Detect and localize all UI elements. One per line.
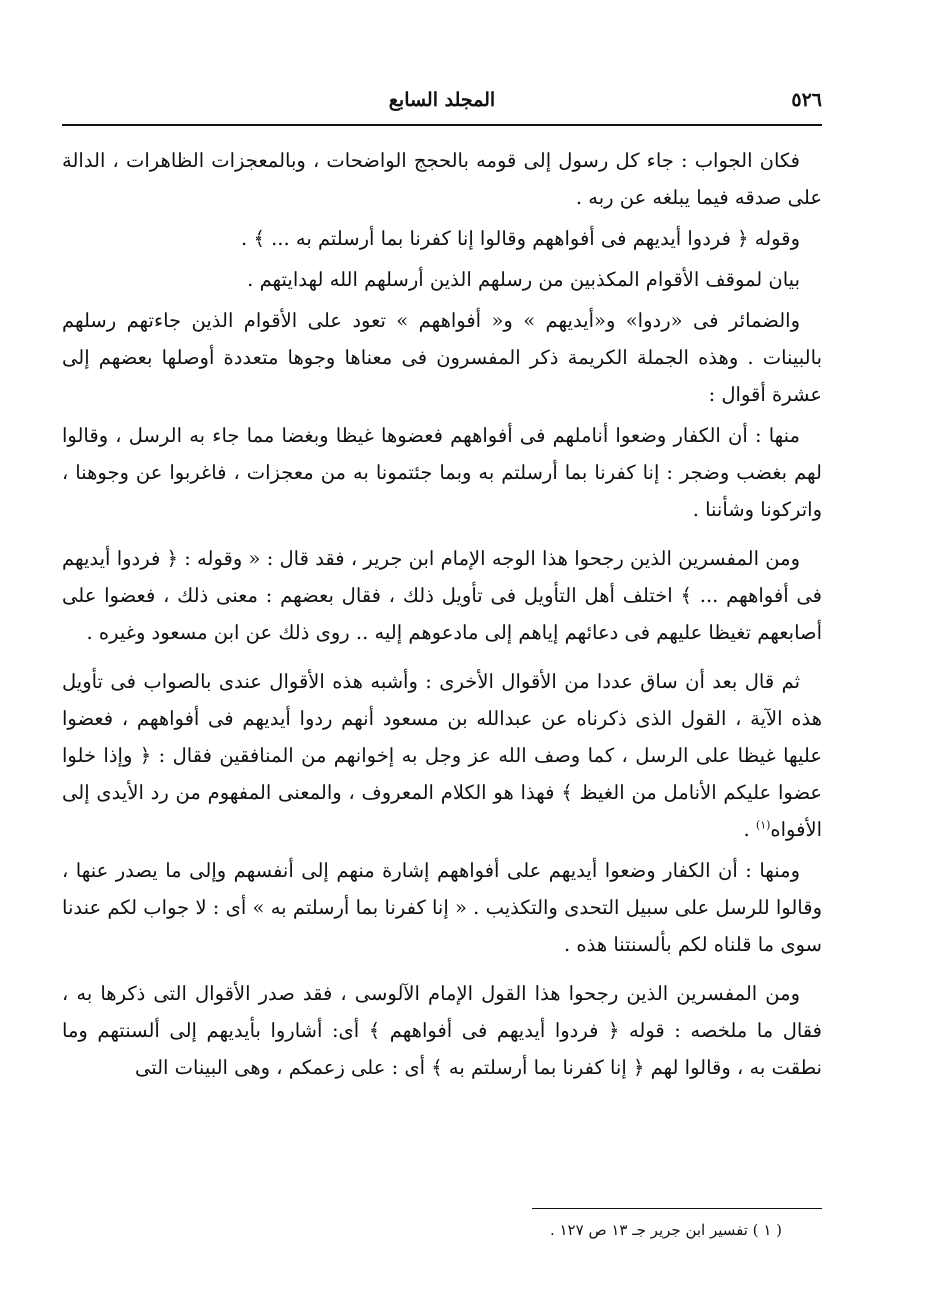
- paragraph-alusi: ومن المفسرين الذين رجحوا هذا القول الإمام الآلوسى ، فقد صدر الأقوال التى ذكرها به ، فقال ما ملخصه : قوله ﴿ فردوا أيديهم فى أفواههم ﴾ أى: أشاروا بأيديهم إلى ألسنتهم وما نطقت به ، وقالوا لهم ﴿ إنا كفرنا بما أرسلتم به ﴾ أى : على زعمكم ، وهى البينات التى: [62, 982, 822, 1079]
- paragraph-pronouns: والضمائر فى «ردوا» و«أيديهم » و« أفواههم » تعود على الأقوام الذين جاءتهم رسلهم بالبينات . وهذه الجملة الكريمة ذكر المفسرون فى معناها وجوها متعددة أوصلها بعضهم إلى عشرة أقوال :: [62, 309, 822, 406]
- footnote-reference: (١): [755, 818, 771, 832]
- page-header: [62, 84, 822, 116]
- paragraph-ibn-jarir: ومن المفسرين الذين رجحوا هذا الوجه الإمام ابن جرير ، فقد قال : « وقوله : ﴿ فردوا أيديهم فى أفواههم ... ﴾ اختلف أهل التأويل فى تأويل ذلك ، فقال بعضهم : معنى ذلك ، فعضوا على أصابعهم تغيظا عليهم فى دعائهم إياهم إلى مادعوهم إليه .. روى ذلك عن ابن مسعود وغيره .: [62, 547, 822, 644]
- body-text: [62, 142, 822, 1090]
- paragraph-first-view: منها : أن الكفار وضعوا أناملهم فى أفواههم فعضوها غيظا وبغضا مما جاء به الرسل ، وقالوا لهم بغضب وضجر : إنا كفرنا بما أرسلتم به وبما جئتمونا به من معجزات ، فاغربوا عن وجوهنا ، واتركونا وشأننا .: [62, 424, 822, 521]
- paragraph-answer: فكان الجواب : جاء كل رسول إلى قومه بالحجج الواضحات ، وبالمعجزات الظاهرات ، الدالة على صدقه فيما يبلغه عن ربه .: [62, 149, 822, 209]
- running-title: المجلد السابع: [388, 89, 496, 111]
- paragraph-explanation: بيان لموقف الأقوام المكذبين من رسلهم الذين أرسلهم الله لهدايتهم .: [247, 268, 800, 291]
- paragraph-ibn-jarir-conclusion: [62, 663, 822, 848]
- footnote-rule: [532, 1208, 822, 1209]
- footnote: ( ١ ) تفسير ابن جرير جـ ١٣ ص ١٢٧ .: [549, 1221, 782, 1239]
- page-number: ٥٢٦: [791, 89, 822, 111]
- paragraph-end-mark: .: [743, 818, 756, 841]
- paragraph-verse-quote: وقوله ﴿ فردوا أيديهم فى أفواههم وقالوا إنا كفرنا بما أرسلتم به ... ﴾ .: [241, 227, 800, 250]
- book-page: [62, 84, 822, 1284]
- paragraph-second-view: ومنها : أن الكفار وضعوا أيديهم على أفواههم إشارة منهم إلى أنفسهم وإلى ما يصدر عنها ، وقالوا للرسل على سبيل التحدى والتكذيب . « إنا كفرنا بما أرسلتم به » أى : لا جواب لكم عندنا سوى ما قلناه لكم بألسنتنا هذه .: [62, 859, 822, 956]
- paragraph-ibn-jarir-conclusion-text: ثم قال بعد أن ساق عددا من الأقوال الأخرى : وأشبه هذه الأقوال عندى بالصواب فى تأويل هذه الآية ، القول الذى ذكرناه عن عبدالله بن مسعود أنهم ردوا أيديهم فى أفواههم ، فعضوا عليها غيظا على الرسل ، كما وصف الله عز وجل به إخوانهم من المنافقين فقال : ﴿ وإذا خلوا عضوا عليكم الأنامل من الغيظ ﴾ فهذا هو الكلام المعروف ، والمعنى المفهوم من رد الأيدى إلى الأفواه: [62, 670, 822, 841]
- header-rule: [62, 124, 822, 126]
